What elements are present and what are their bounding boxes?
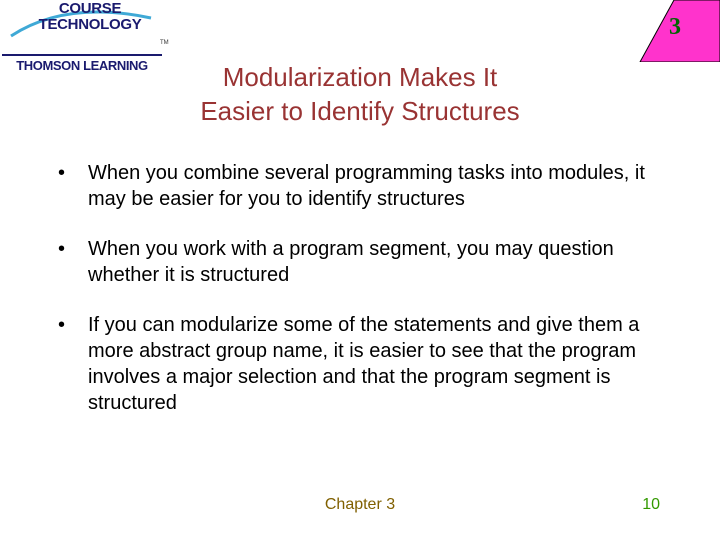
bullet-text: When you work with a program segment, you may question whether it is structured [88,238,614,286]
bullet-item [58,236,678,288]
title-line-1: Modularization Makes It [222,62,498,92]
bullet-dot-icon: • [58,238,66,260]
logo-tm-mark: TM [160,40,169,46]
title-line-2: Easier to Identify Structures [200,96,520,126]
bullet-dot-icon: • [58,162,66,184]
bullet-list [58,160,678,440]
badge-number: 3 [669,14,681,40]
bullet-text: If you can modularize some of the statements and give them a more abstract group name, it is easier to see that the program involves a major selection and that the program segment is structured [88,314,640,414]
bullet-item [58,312,678,416]
bullet-dot-icon: • [58,314,66,336]
logo-technology-text: TECHNOLOGY [38,16,142,33]
footer-page-number: 10 [642,496,660,513]
slide-title [120,60,600,128]
footer-chapter: Chapter 3 [324,496,396,513]
bullet-text: When you combine several programming tasks into modules, it may be easier for you to identify structures [88,162,645,210]
logo-thomson-learning-text: THOMSON LEARNING [2,54,162,73]
logo-course-text: COURSE [58,0,122,17]
bullet-item [58,160,678,212]
